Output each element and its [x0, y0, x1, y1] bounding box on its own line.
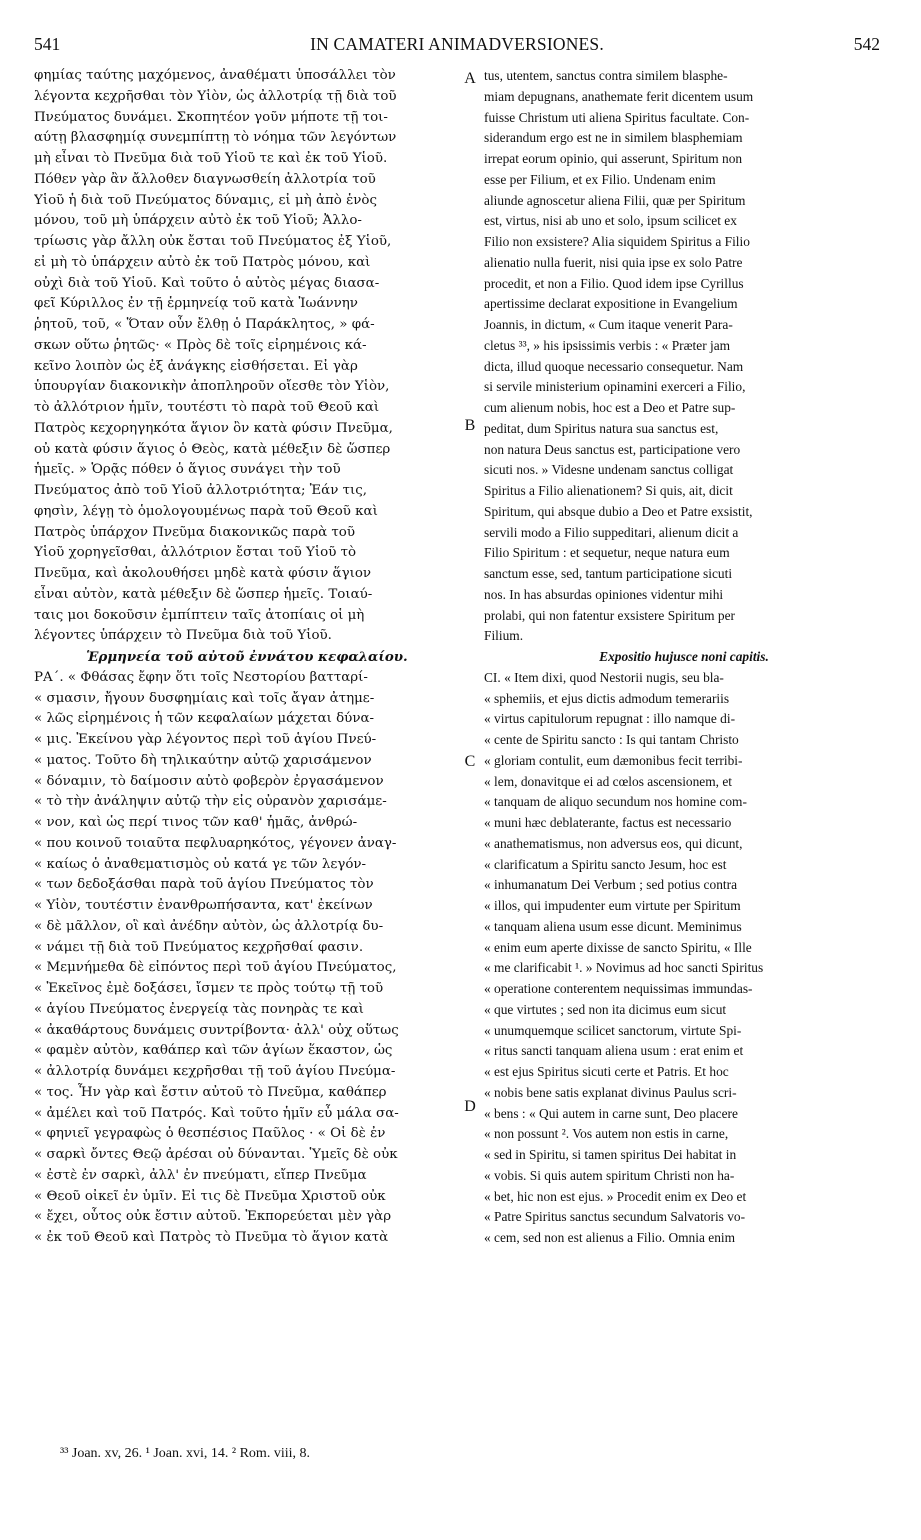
text-line: φησὶν, λέγῃ τὸ ὁμολογουμένως παρὰ τοῦ Θεοῦ καὶ	[34, 503, 378, 519]
text-line: τὸ ἀλλότριον ἡμῖν, τουτέστι τὸ παρὰ τοῦ Θεοῦ καὶ	[34, 400, 380, 415]
text-line: μόνου, τοῦ μὴ ὑπάρχειν αὐτὸ ἐκ τοῦ Υἱοῦ; Ἀλλο-	[34, 213, 362, 229]
text-line: « Μεμνήμεθα δὲ εἰπόντος περὶ τοῦ ἁγίου Πνεύματος,	[34, 960, 397, 976]
text-line: « σμασιν, ἤγουν δυσφημίαις καὶ τοῖς ἄγαν ἀτημε-	[34, 690, 375, 706]
text-line: « τος. Ἦν γὰρ καὶ ἔστιν αὐτοῦ τὸ Πνεῦμα, καθάπερ	[34, 1084, 387, 1100]
text-line: « enim eum aperte dixisse de sancto Spiritu, « Ille	[484, 939, 752, 955]
running-title: IN CAMATERI ANIMADVERSIONES.	[310, 34, 604, 54]
text-line: « νον, καὶ ὡς περί τινος τῶν καθ' ἡμᾶς, ἀνθρώ-	[34, 815, 358, 830]
text-line: « λῶς εἰρημένοις ἡ τῶν κεφαλαίων μάχεται δύνα-	[34, 711, 375, 727]
text-line: Filio non exsistere? Alia siquidem Spiritus a Filio	[484, 234, 750, 249]
text-line: « cente de Spiritu sancto : Is qui tantam Christo	[484, 732, 739, 747]
section-marker-d: D	[464, 1098, 476, 1115]
text-line: non natura Deus sanctus est, participatione vero	[484, 441, 741, 457]
text-line: ΡΑ΄. « Φθάσας ἔφην ὅτι τοῖς Νεστορίου βατταρί-	[34, 669, 368, 685]
text-line: « anathematismus, non adversus eos, qui dicunt,	[484, 835, 743, 851]
text-line: αύτῃ βλασφημίᾳ συνεμπίπτῃ τὸ νόημα τῶν λεγόντων	[34, 130, 397, 146]
text-line: « που κοινοῦ τοιαῦτα πεφλυαρηκότος, γέγονεν ἀναγ-	[34, 835, 397, 851]
text-line: Υἱοῦ χορηγεῖσθαι, ἀλλότριον ἔσται τοῦ Υἱοῦ τὸ	[34, 545, 357, 561]
text-line: ἡμεῖς. » Ὁρᾷς πόθεν ὁ ἅγιος συνάγει τὴν τοῦ	[34, 462, 341, 478]
text-line: ταις μοι δοκοῦσιν ἐμπίπτειν ταῖς ἀτοπίαις οἱ μὴ	[34, 607, 365, 623]
text-line: « ματος. Τοῦτο δὴ τηλικαύτην αὐτῷ χαρισάμενον	[34, 752, 372, 768]
greek-column	[34, 66, 460, 1249]
text-line: « que virtutes ; sed non ita dicimus eum sicut	[484, 1001, 727, 1017]
text-line: εἶναι αὐτὸν, κατὰ μέθεξιν δὲ ὥσπερ ἡμεῖς. Τοιαύ-	[34, 586, 373, 602]
text-line: κεῖνο λοιπὸν ὡς ἐξ ἀνάγκης εἰσθήσεται. Εἰ γὰρ	[34, 358, 358, 374]
text-line: « gloriam contulit, eum dæmonibus fecit terribi-	[484, 752, 743, 768]
text-line: « ἁγίου Πνεύματος ἐνεργείᾳ τὰς πονηρὰς τε καὶ	[34, 1001, 364, 1017]
text-line: « inhumanatum Dei Verbum ; sed potius contra	[484, 877, 738, 893]
text-line: Filio Spiritum : et sequetur, neque natura eum	[484, 545, 730, 561]
text-line: ὑπουργίαν διακονικὴν ἀποπληροῦν οἴεσθε τὸν Υἱὸν,	[34, 379, 390, 395]
text-line: « ἀκαθάρτους δυνάμεις συντρίβοντα· ἀλλ' οὐχ οὕτως	[34, 1022, 399, 1038]
section-marker-b: B	[464, 417, 476, 434]
text-line: siderandum ergo est ne in similem blasphemiam	[484, 130, 743, 146]
text-line: « Υἱὸν, τουτέστιν ἐνανθρωπήσαντα, κατ' ἐκείνων	[34, 898, 373, 913]
text-line: « bet, hic non est ejus. » Procedit enim ex Deo et	[484, 1188, 747, 1204]
text-line: « virtus capitulorum repugnat : illo namque di-	[484, 711, 736, 727]
text-line: « bens : « Qui autem in carne sunt, Deo placere	[484, 1105, 738, 1121]
text-line: « ἐστὲ ἐν σαρκὶ, ἀλλ' ἐν πνεύματι, εἴπερ Πνεῦμα	[34, 1167, 367, 1183]
text-line: ῥητοῦ, τοῦ, « Ὅταν οὖν ἔλθῃ ὁ Παράκλητος, » φά-	[34, 317, 375, 332]
text-line: alienatio nulla fuerit, nisi quia ipse ex solo Patre	[484, 254, 743, 270]
text-line: « μις. Ἐκείνου γὰρ λέγοντος περὶ τοῦ ἁγίου Πνεύ-	[34, 732, 377, 747]
text-line: « lem, donavitque ei ad cœlos ascensionem, et	[484, 773, 733, 789]
text-line: apertissime declarat expositione in Evangelium	[484, 296, 738, 312]
section-heading: Ἑρμηνεία τοῦ αὐτοῦ ἐννάτου κεφαλαίου.	[86, 649, 408, 665]
text-line: cletus ³³, » his ipsissimis verbis : « Præter jam	[484, 337, 731, 353]
text-line: λέγοντες ὑπάρχειν τὸ Πνεῦμα διὰ τοῦ Υἱοῦ.	[34, 628, 332, 644]
section-heading: Expositio hujusce noni capitis.	[599, 649, 769, 664]
text-line: miam depugnans, anathemate ferit dicentem usum	[484, 88, 754, 104]
text-line: nos. In has absurdas opiniones videntur mihi	[484, 586, 724, 602]
section-marker-a: A	[464, 70, 476, 87]
text-line: « illos, qui impudenter eum virtute per Spiritum	[484, 898, 741, 913]
text-line: « Ἐκεῖνος ἐμὲ δοξάσει, ἴσμεν τε πρὸς τούτῳ τῇ τοῦ	[34, 981, 384, 996]
text-line: « Patre Spiritus sanctus secundum Salvatoris vo-	[484, 1209, 746, 1225]
text-line: sanctum esse, sed, tantum participatione sicuti	[484, 566, 733, 581]
text-line: « muni hæc deblaterante, factus est necessario	[484, 815, 732, 830]
text-line: Spiritus a Filio alienationem? Si quis, ait, dicit	[484, 483, 733, 498]
text-line: Πατρὸς ὑπάρχον Πνεῦμα διακονικῶς παρὰ τοῦ	[34, 524, 355, 540]
text-line: Πνεύματος ἀπὸ τοῦ Υἱοῦ ἀλλοτριότητα; Ἐάν τις,	[34, 483, 368, 498]
text-line: est, virtus, nisi ab uno et solo, ipsum scilicet ex	[484, 213, 737, 229]
text-line: « φηνιεῖ γεγραφὼς ὁ θεσπέσιος Παῦλος · « Οἱ δὲ ἐν	[34, 1126, 386, 1142]
text-line: « nobis bene satis explanat divinus Paulus scri-	[484, 1084, 737, 1100]
text-line: « δὲ μᾶλλον, οἳ καὶ ἀνέδην αὐτὸν, ὡς ἀλλοτρίᾳ δυ-	[34, 918, 384, 934]
text-line: « me clarificabit ¹. » Novimus ad hoc sancti Spiritus	[484, 960, 764, 976]
text-line: « τὸ τὴν ἀνάληψιν αὐτῷ τὴν εἰς οὐρανὸν χαρισάμε-	[34, 794, 387, 810]
text-line: Πνεύματος δυνάμει. Σκοπητέον γοῦν μήποτε τῇ τοι-	[34, 109, 388, 125]
text-line: « tanquam aliena usum esse dicunt. Meminimus	[484, 918, 742, 934]
text-line: « δόναμιν, τὸ δαίμοσιν αὐτὸ φοβερὸν ἐργασάμενον	[34, 773, 384, 789]
text-line: « sphemiis, et ejus dictis admodum temerariis	[484, 690, 730, 706]
text-line: dicta, illud quoque necessario consequetur. Nam	[484, 358, 744, 374]
text-line: « καίως ὁ ἀναθεματισμὸς οὐ κατά γε τῶν λεγόν-	[34, 856, 367, 872]
text-line: « ἔχει, οὗτος οὐκ ἔστιν αὐτοῦ. Ἐκπορεύεται μὲν γὰρ	[34, 1209, 392, 1225]
text-line: Joannis, in dictum, « Cum itaque venerit Para-	[484, 317, 733, 332]
text-line: « φαμὲν αὐτὸν, καθάπερ καὶ τῶν ἁγίων ἕκαστον, ὡς	[34, 1043, 393, 1059]
text-line: cum alienum nobis, hoc est a Deo et Patre sup-	[484, 400, 736, 415]
footnotes: ³³ Joan. xv, 26. ¹ Joan. xvi, 14. ² Rom. viii, 8.	[60, 1446, 310, 1461]
text-line: « operatione conterentem nequissimas immundas-	[484, 981, 753, 996]
text-line: φεῖ Κύριλλος ἐν τῇ ἑρμηνείᾳ τοῦ κατὰ Ἰωάννην	[34, 296, 358, 312]
text-line: Πόθεν γὰρ ἂν ἄλλοθεν διαγνωσθείη ἀλλοτρία τοῦ	[34, 171, 376, 187]
text-line: « σαρκὶ ὄντες Θεῷ ἀρέσαι οὐ δύνανται. Ὑμεῖς δὲ οὐκ	[34, 1147, 398, 1162]
text-line: « ritus sancti tanquam aliena usum : erat enim et	[484, 1043, 744, 1059]
text-line: Spiritum, qui absque dubio a Deo et Patre exsistit,	[484, 503, 753, 519]
text-line: peditat, dum Spiritus natura sua sanctus est,	[484, 420, 719, 436]
text-line: Filium.	[484, 628, 524, 644]
text-line: procedit, et non a Filio. Quod idem ipse Cyrillus	[484, 275, 744, 291]
page-number-left: 541	[34, 34, 61, 54]
text-line: Πατρὸς κεχορηγηκότα ἅγιον ὂν κατὰ φύσιν Πνεῦμα,	[34, 420, 393, 436]
text-line: irrepat eorum opinio, qui asserunt, Spiritum non	[484, 151, 743, 166]
page-number-right: 542	[853, 34, 880, 54]
text-line: « vobis. Si quis autem spiritum Christi non ha-	[484, 1167, 735, 1183]
text-line: si servile ministerium opinamini exerceri a Filio,	[484, 379, 746, 395]
text-line: εἰ μὴ τὸ ὑπάρχειν αὐτὸ ἐκ τοῦ Πατρὸς μόνου, καὶ	[34, 254, 371, 270]
text-line: prolabi, qui non fatentur exsistere Spiritum per	[484, 607, 736, 623]
text-line: οὐχὶ διὰ τοῦ Υἱοῦ. Καὶ τοῦτο ὁ αὐτὸς μέγας διασα-	[34, 275, 380, 291]
text-line: « sed in Spiritu, si tamen spiritus Dei habitat in	[484, 1147, 737, 1162]
text-line: « ἀμέλει καὶ τοῦ Πατρός. Καὶ τοῦτο ἡμῖν εὖ μάλα σα-	[34, 1105, 399, 1121]
text-line: « cem, sed non est alienus a Filio. Omnia enim	[484, 1230, 736, 1245]
running-header	[34, 30, 880, 64]
text-line: « clarificatum a Spiritu sancto Jesum, hoc est	[484, 856, 727, 872]
text-line: sicuti nos. » Videsne undenam sanctus colligat	[484, 462, 734, 478]
text-line: « των δεδοξάσθαι παρὰ τοῦ ἁγίου Πνεύματος τὸν	[34, 877, 374, 893]
text-line: Υἱοῦ ἡ διὰ τοῦ Πνεύματος δύναμις, εἰ μὴ ἀπὸ ἑνὸς	[34, 192, 377, 208]
text-line: « νάμει τῇ διὰ τοῦ Πνεύματος κεχρῆσθαί φασιν.	[34, 939, 364, 955]
text-line: esse per Filium, et ex Filio. Undenam enim	[484, 171, 716, 187]
text-line: « unumquemque scilicet sanctorum, virtute Spi-	[484, 1022, 742, 1038]
text-line: « tanquam de aliquo secundum nos homine com-	[484, 794, 747, 810]
text-line: fuisse Christum uti aliena Spiritus facultate. Con-	[484, 109, 750, 125]
text-line: φημίας ταύτης μαχόμενος, ἀναθέματι ὑποσάλλει τὸν	[34, 68, 396, 83]
text-line: λέγοντα κεχρῆσθαι τὸν Υἱὸν, ὡς ἀλλοτρίᾳ τῇ διὰ τοῦ	[34, 88, 397, 104]
text-line: σκων οὕτω ῥητῶς· « Πρὸς δὲ τοῖς εἰρημένοις κά-	[34, 337, 367, 353]
text-line: CI. « Item dixi, quod Nestorii nugis, seu bla-	[484, 669, 724, 685]
latin-column	[484, 66, 884, 1249]
text-line: Πνεῦμα, καὶ ἀκολουθήσει μηδὲ κατὰ φύσιν ἅγιον	[34, 566, 372, 581]
text-line: aliunde agnoscetur aliena Filii, quæ per Spiritum	[484, 192, 746, 208]
text-line: servili modo a Filio suppeditari, alienum dicit a	[484, 524, 739, 540]
text-line: μὴ εἶναι τὸ Πνεῦμα διὰ τοῦ Υἱοῦ τε καὶ ἐκ τοῦ Υἱοῦ.	[34, 151, 388, 166]
section-marker-c: C	[464, 753, 476, 770]
text-line: « ἐκ τοῦ Θεοῦ καὶ Πατρὸς τὸ Πνεῦμα τὸ ἅγιον κατὰ	[34, 1230, 389, 1245]
text-line: « est ejus Spiritus sicuti certe et Patris. Et hoc	[484, 1064, 729, 1079]
text-line: « non possunt ². Vos autem non estis in carne,	[484, 1126, 729, 1142]
text-line: « ἀλλοτρίᾳ δυνάμει κεχρῆσθαι τῇ τοῦ ἁγίου Πνεύμα-	[34, 1064, 396, 1079]
text-line: tus, utentem, sanctus contra similem blasphe-	[484, 68, 728, 83]
text-line: « Θεοῦ οἰκεῖ ἐν ὑμῖν. Εἰ τις δὲ Πνεῦμα Χριστοῦ οὐκ	[34, 1188, 386, 1204]
text-line: οὐ κατὰ φύσιν ἅγιος ὁ Θεὸς, κατὰ μέθεξιν δὲ ὥσπερ	[34, 441, 391, 457]
text-line: τρίωσις γὰρ ἄλλη οὐκ ἔσται τοῦ Πνεύματος ἐξ Υἱοῦ,	[34, 234, 392, 249]
